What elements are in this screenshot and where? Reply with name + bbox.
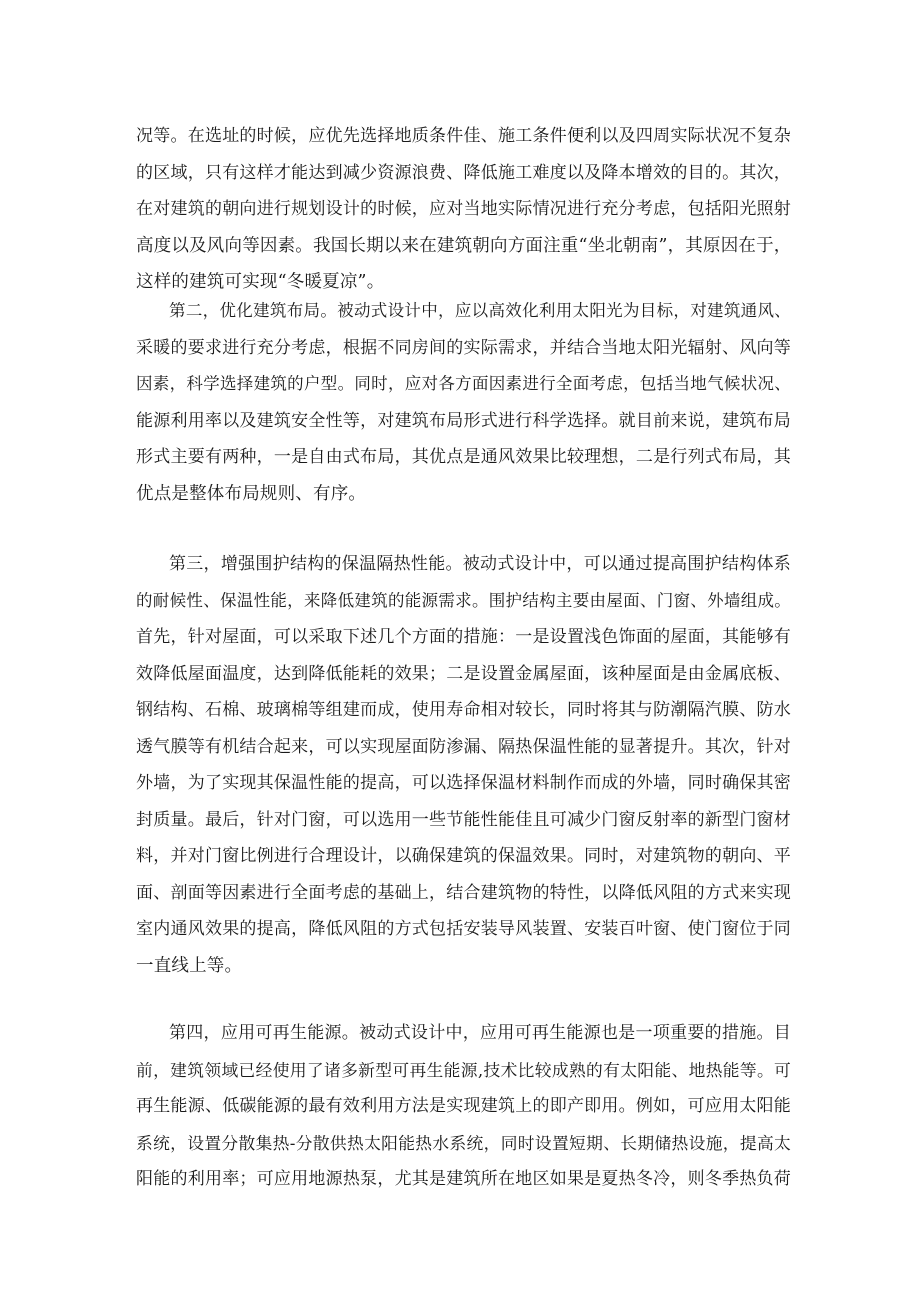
text-line: 室内通风效果的提高，降低风阻的方式包括安装导风装置、安装百叶窗、使门窗位于同 — [136, 919, 791, 939]
paragraph-envelope-insulation — [136, 546, 791, 984]
text-line: 透气膜等有机结合起来，可以实现屋面防渗漏、隔热保温性能的显著提升。其次，针对 — [136, 736, 791, 757]
paragraph-building-layout — [136, 293, 791, 512]
text-line: 料，并对门窗比例进行合理设计，以确保建筑的保温效果。同时，对建筑物的朝向、平 — [136, 846, 791, 866]
text-line: 效降低屋面温度，达到降低能耗的效果；二是设置金属屋面，该种屋面是由金属底板、 — [136, 663, 791, 684]
text-line: 第四，应用可再生能源。被动式设计中，应用可再生能源也是一项重要的措施。目 — [169, 1023, 791, 1043]
text-line: 第三，增强围护结构的保温隔热性能。被动式设计中，可以通过提高围护结构体系 — [169, 554, 791, 574]
text-line: 前，建筑领域已经使用了诸多新型可再生能源,技术比较成熟的有太阳能、地热能等。可 — [136, 1059, 791, 1080]
text-line: 的区域，只有这样才能达到减少资源浪费、降低施工难度以及降本增效的目的。其次， — [136, 162, 791, 183]
text-line: 因素，科学选择建筑的户型。同时，应对各方面因素进行全面考虑，包括当地气候状况、 — [136, 374, 791, 393]
text-line: 封质量。最后，针对门窗，可以选用一些节能性能佳且可减少门窗反射率的新型门窗材 — [136, 809, 791, 830]
text-line: 再生能源、低碳能源的最有效利用方法是实现建筑上的即产即用。例如，可应用太阳能 — [136, 1096, 791, 1116]
text-line: 钢结构、石棉、玻璃棉等组建而成，使用寿命相对较长，同时将其与防潮隔汽膜、防水 — [136, 700, 791, 720]
text-line: 高度以及风向等因素。我国长期以来在建筑朝向方面注重“坐北朝南”，其原因在于， — [136, 235, 792, 256]
text-line: 面、剖面等因素进行全面考虑的基础上，结合建筑物的特性，以降低风阻的方式来实现 — [136, 882, 791, 903]
text-line: 采暖的要求进行充分考虑，根据不同房间的实际需求，并结合当地太阳光辐射、风向等 — [136, 337, 791, 358]
paragraph-renewable-energy — [136, 1015, 791, 1198]
text-line: 形式主要有两种，一是自由式布局，其优点是通风效果比较理想，二是行列式布局，其 — [136, 447, 791, 467]
paragraph-site-orientation — [136, 118, 791, 301]
text-line: 况等。在选址的时候，应优先选择地质条件佳、施工条件便利以及四周实际状况不复杂 — [136, 126, 791, 146]
text-line: 在对建筑的朝向进行规划设计的时候，应对当地实际情况进行充分考虑，包括阳光照射 — [136, 199, 791, 219]
text-line: 阳能的利用率；可应用地源热泵，尤其是建筑所在地区如果是夏热冬冷，则冬季热负荷 — [136, 1169, 791, 1189]
text-line: 这样的建筑可实现“冬暖夏凉”。 — [136, 272, 385, 292]
text-line: 第二，优化建筑布局。被动式设计中，应以高效化利用太阳光为目标，对建筑通风、 — [169, 301, 791, 320]
text-line: 优点是整体布局规则、有序。 — [136, 483, 367, 504]
text-line: 一直线上等。 — [136, 955, 243, 976]
text-line: 能源利用率以及建筑安全性等，对建筑布局形式进行科学选择。就目前来说，建筑布局 — [136, 410, 791, 431]
text-line: 的耐候性、保温性能，来降低建筑的能源需求。围护结构主要由屋面、门窗、外墙组成。 — [136, 590, 791, 610]
text-line: 系统，设置分散集热-分散供热太阳能热水系统，同时设置短期、长期储热设施，提高太 — [136, 1132, 791, 1153]
text-line: 首先，针对屋面，可以采取下述几个方面的措施：一是设置浅色饰面的屋面，其能够有 — [136, 627, 791, 647]
text-line: 外墙，为了实现其保温性能的提高，可以选择保温材料制作而成的外墙，同时确保其密 — [136, 773, 791, 793]
